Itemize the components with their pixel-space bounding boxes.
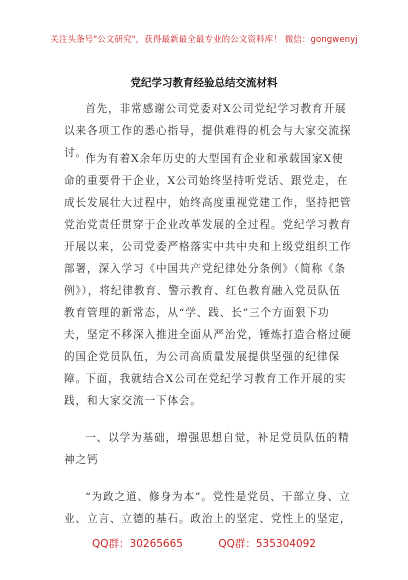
footer-contacts [0, 536, 408, 551]
paragraph-background: 作为有着X余年历史的大型国有企业和承载国家X使命的重要骨干企业，X公司始终坚持听党话、跟党走，在成长发展壮大过程中，始终高度重视党建工作，坚持把管党治党责任贯穿于企业改革发展的全过程。党纪学习教育开展以来，公司党委严格落实中共中央和上级党组织工作部署，深入学习《中国共产党纪律处分条例》（简称《条例》），将纪律教育、警示教育、红色教育融入党员队伍教育管理的新常态，从“学、践、长”三个方面狠下功夫，坚定不移深入推进全面从严治党，锤炼打造合格过硬的国企党员队伍，为公司高质量发展提供坚强的纪律保障。 [64, 153, 352, 385]
document-title: 党纪学习教育经验总结交流材料 [130, 77, 278, 89]
paragraph-section-1: “为政之道、修身为本”。党性是党员、干部立身、立业、立言、立德的基石。政治上的坚定、党性上的坚定， [64, 491, 352, 525]
paragraph-transition: 下面，我就结合X公司在党纪学习教育工作开展的实践，和大家交流一下体会。 [64, 373, 347, 407]
section-heading-1: 一、以学为基础，增强思想自觉，补足党员队伍的精神之钙 [64, 432, 350, 466]
header-banner: 关注头条号"公文研究"，获得最新最全最专业的公文资料库！ 微信：gongwenyj [50, 35, 358, 45]
footer-qq-group-1: QQ群：30265665 [92, 538, 183, 550]
footer-qq-group-2: QQ群：535304092 [218, 538, 316, 550]
paragraph-intro: 首先，非常感谢公司党委对X公司党纪学习教育开展以来各项工作的悉心指导，提供难得的机会与大家交流探讨。 [64, 103, 352, 159]
